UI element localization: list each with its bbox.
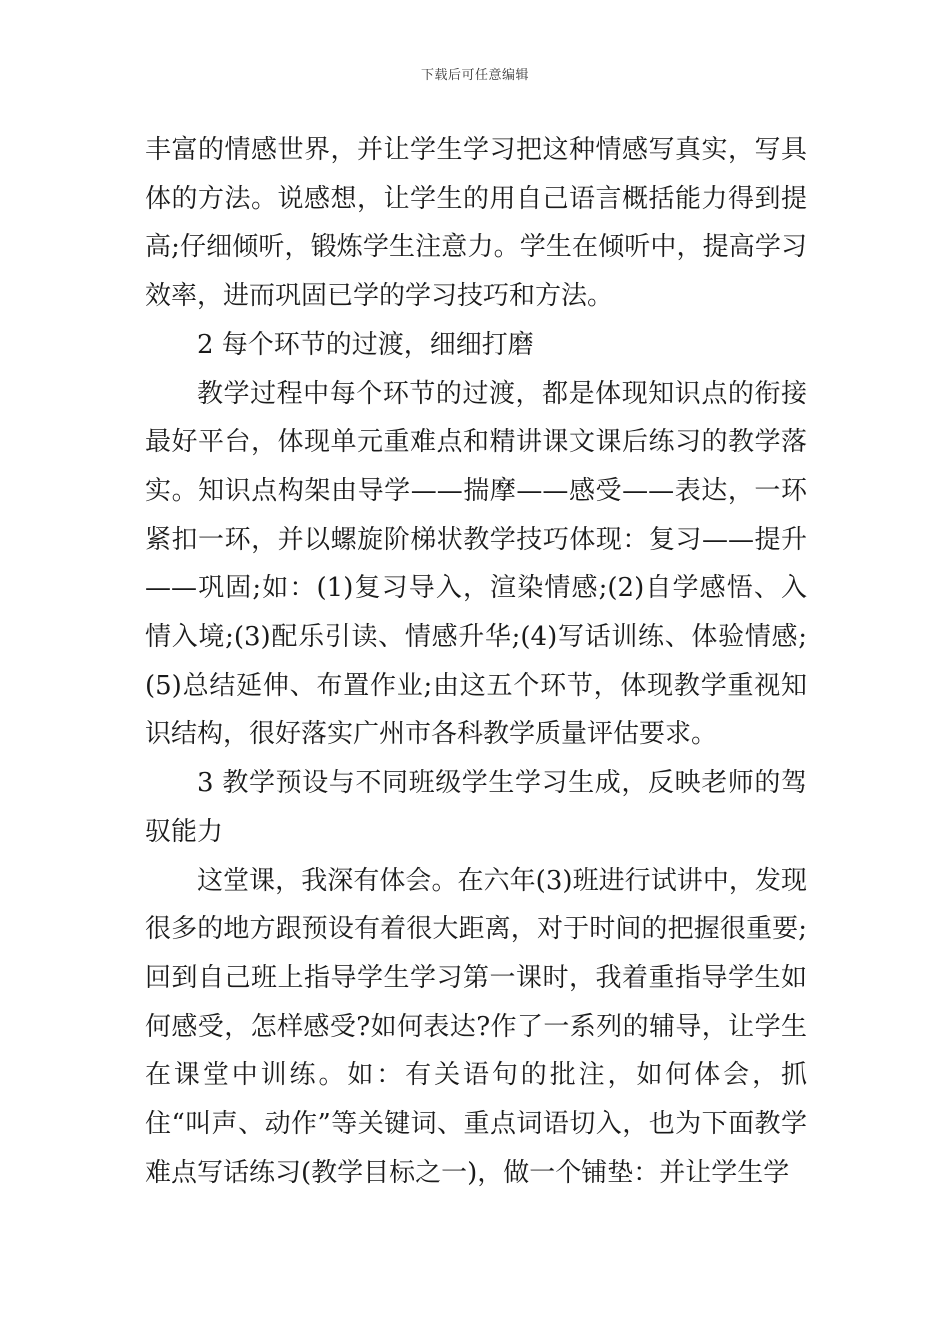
- page-header: 下载后可任意编辑: [420, 68, 529, 83]
- document-body: [145, 126, 807, 1197]
- paragraph-continuation: 丰富的情感世界，并让学生学习把这种情感写真实，写具体的方法。说感想，让学生的用自己语言概括能力得到提高;仔细倾听，锻炼学生注意力。学生在倾听中，提高学习效率，进而巩固已学的学习技巧和方法。: [145, 135, 807, 312]
- paragraph-section-3: 这堂课，我深有体会。在六年(3)班进行试讲中，发现很多的地方跟预设有着很大距离，对于时间的把握很重要;回到自己班上指导学生学习第一课时，我着重指导学生如何感受，怎样感受?如何表达?作了一系列的辅导，让学生在课堂中训练。如：有关语句的批注，如何体会，抓住“叫声、动作”等关键词、重点词语切入，也为下面教学难点写话练习(教学目标之一)，做一个铺垫：并让学生学: [145, 865, 807, 1188]
- paragraph-section-2: 教学过程中每个环节的过渡，都是体现知识点的衔接最好平台，体现单元重难点和精讲课文课后练习的教学落实。知识点构架由导学——揣摩——感受——表达，一环紧扣一环，并以螺旋阶梯状教学技巧体现：复习——提升——巩固;如：(1)复习导入，渲染情感;(2)自学感悟、入情入境;(3)配乐引读、情感升华;(4)写话训练、体验情感;(5)总结延伸、布置作业;由这五个环节，体现教学重视知识结构，很好落实广州市各科教学质量评估要求。: [145, 378, 807, 750]
- section-heading-2: 2 每个环节的过渡，细细打磨: [197, 329, 534, 360]
- section-heading-3: 3 教学预设与不同班级学生学习生成，反映老师的驾驭能力: [145, 768, 807, 847]
